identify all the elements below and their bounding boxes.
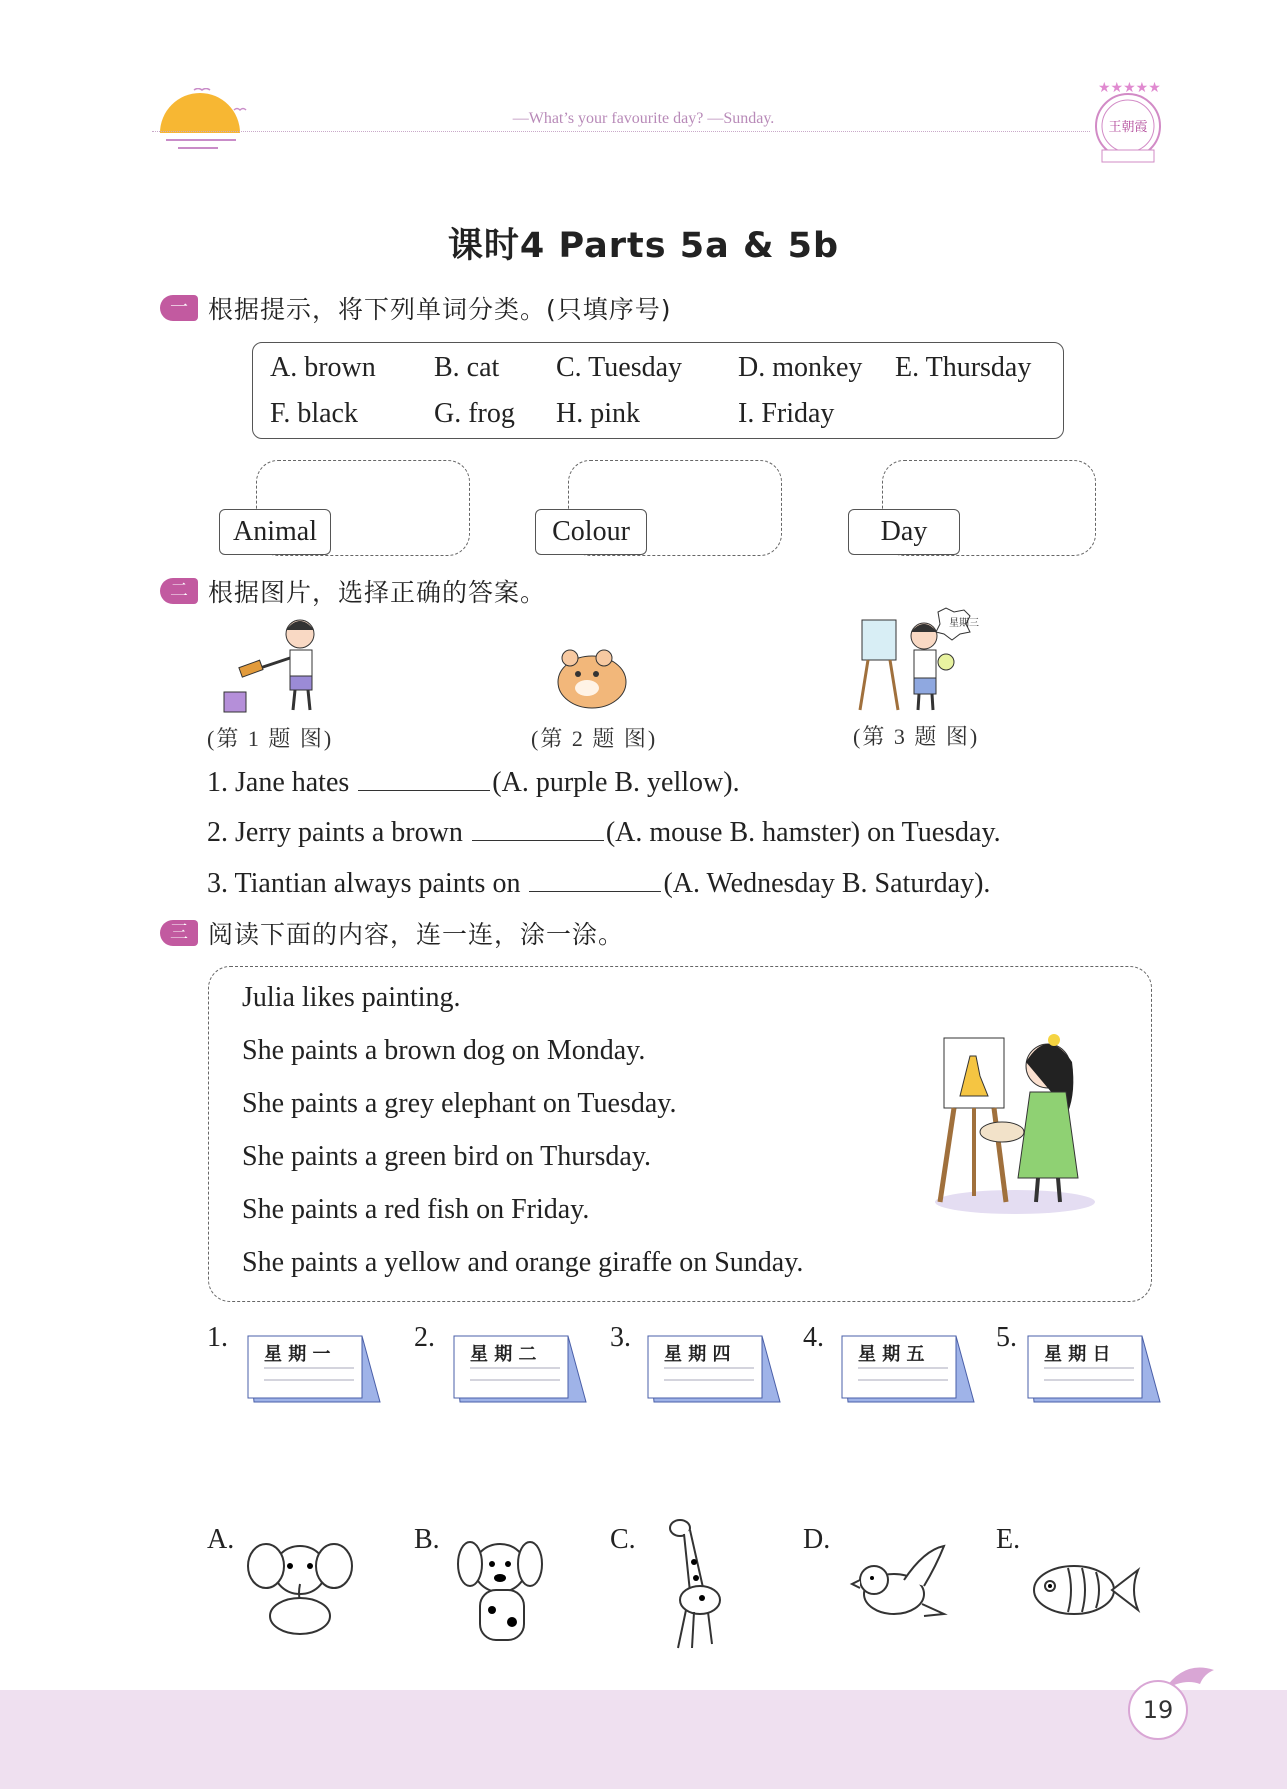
word-item: E. Thursday bbox=[895, 352, 1032, 383]
desk-calendar-5[interactable] bbox=[1024, 1328, 1164, 1406]
page-title: 课时4 Parts 5a & 5b bbox=[447, 226, 840, 266]
question-2-options: (A. mouse B. hamster) on Tuesday. bbox=[605, 817, 1001, 848]
word-item: H. pink bbox=[556, 398, 640, 429]
desk-calendar-3[interactable] bbox=[644, 1328, 784, 1406]
bird-icon[interactable] bbox=[844, 1540, 954, 1630]
figure-caption-1: (第 1 题 图) bbox=[207, 726, 334, 751]
question-1-options: (A. purple B. yellow). bbox=[492, 767, 740, 798]
passage-line: She paints a green bird on Thursday. bbox=[242, 1141, 652, 1172]
calendar-day-label: 星 期 二 bbox=[470, 1344, 537, 1365]
calendar-number-2: 2. bbox=[414, 1322, 435, 1353]
question-2-text: 2. Jerry paints a brown bbox=[207, 817, 470, 848]
section-heading-1: 根据提示，将下列单词分类。(只填序号) bbox=[208, 295, 672, 324]
calendar-number-5: 5. bbox=[996, 1322, 1017, 1353]
category-label-animal: Animal bbox=[219, 509, 331, 555]
calendar-day-label: 星 期 日 bbox=[1044, 1344, 1111, 1365]
section-badge-2: 二 bbox=[160, 578, 198, 604]
category-label-day: Day bbox=[848, 509, 960, 555]
calendar-day-label: 星 期 一 bbox=[264, 1344, 331, 1365]
speech-bubble-text: 星期三 bbox=[949, 618, 979, 629]
dog-icon[interactable] bbox=[452, 1530, 552, 1645]
page-number: 19 bbox=[1128, 1680, 1188, 1740]
fish-icon[interactable] bbox=[1024, 1556, 1144, 1626]
passage-line: She paints a grey elephant on Tuesday. bbox=[242, 1088, 677, 1119]
desk-calendar-2[interactable] bbox=[450, 1328, 590, 1406]
footer-band bbox=[0, 1690, 1287, 1789]
svg-text:★★★★★: ★★★★★ bbox=[1098, 81, 1161, 96]
word-item: A. brown bbox=[270, 352, 376, 383]
header-subtitle: —What’s your favourite day? —Sunday. bbox=[512, 110, 775, 127]
calendar-number-4: 4. bbox=[803, 1322, 824, 1353]
question-3 bbox=[207, 868, 990, 900]
word-item: C. Tuesday bbox=[556, 352, 683, 383]
section-badge-1: 一 bbox=[160, 295, 198, 321]
calendar-number-3: 3. bbox=[610, 1322, 631, 1353]
section-heading-3: 阅读下面的内容，连一连，涂一涂。 bbox=[208, 920, 625, 949]
passage-line: She paints a red fish on Friday. bbox=[242, 1194, 590, 1225]
animal-letter-e: E. bbox=[996, 1524, 1021, 1555]
category-label-colour: Colour bbox=[535, 509, 647, 555]
passage-line: She paints a brown dog on Monday. bbox=[242, 1035, 646, 1066]
animal-letter-a: A. bbox=[207, 1524, 235, 1555]
giraffe-icon[interactable] bbox=[660, 1512, 730, 1652]
answer-blank-2[interactable] bbox=[472, 818, 604, 841]
word-item: I. Friday bbox=[738, 398, 835, 429]
section-badge-3: 三 bbox=[160, 920, 198, 946]
figure-caption-2: (第 2 题 图) bbox=[531, 726, 658, 751]
answer-blank-1[interactable] bbox=[358, 768, 490, 791]
animal-letter-d: D. bbox=[803, 1524, 831, 1555]
answer-blank-3[interactable] bbox=[529, 869, 661, 892]
question-3-options: (A. Wednesday B. Saturday). bbox=[663, 868, 991, 899]
boy-easel-illustration bbox=[856, 606, 991, 716]
passage-line: She paints a yellow and orange giraffe on Sunday. bbox=[242, 1247, 804, 1278]
animal-letter-c: C. bbox=[610, 1524, 636, 1555]
calendar-day-label: 星 期 五 bbox=[858, 1344, 925, 1365]
section-heading-2: 根据图片，选择正确的答案。 bbox=[208, 578, 547, 607]
animal-letter-b: B. bbox=[414, 1524, 440, 1555]
word-item: D. monkey bbox=[738, 352, 863, 383]
calendar-number-1: 1. bbox=[207, 1322, 228, 1353]
girl-painting-illustration bbox=[220, 612, 335, 717]
desk-calendar-4[interactable] bbox=[838, 1328, 978, 1406]
hamster-illustration bbox=[552, 640, 632, 712]
publisher-seal bbox=[1088, 78, 1168, 168]
question-1 bbox=[207, 767, 740, 799]
desk-calendar-1[interactable] bbox=[244, 1328, 384, 1406]
julia-painting-illustration bbox=[930, 1026, 1100, 1216]
seal-text: 王朝霞 bbox=[1108, 120, 1148, 135]
elephant-icon[interactable] bbox=[240, 1530, 360, 1640]
calendar-day-label: 星 期 四 bbox=[664, 1344, 731, 1365]
question-2 bbox=[207, 817, 1001, 849]
question-3-text: 3. Tiantian always paints on bbox=[207, 868, 528, 899]
figure-caption-3: (第 3 题 图) bbox=[853, 724, 980, 749]
question-1-text: 1. Jane hates bbox=[207, 767, 357, 798]
passage-line: Julia likes painting. bbox=[242, 982, 461, 1013]
word-item: F. black bbox=[270, 398, 358, 429]
header-divider bbox=[152, 131, 1090, 132]
word-item: G. frog bbox=[434, 398, 515, 429]
word-item: B. cat bbox=[434, 352, 500, 383]
